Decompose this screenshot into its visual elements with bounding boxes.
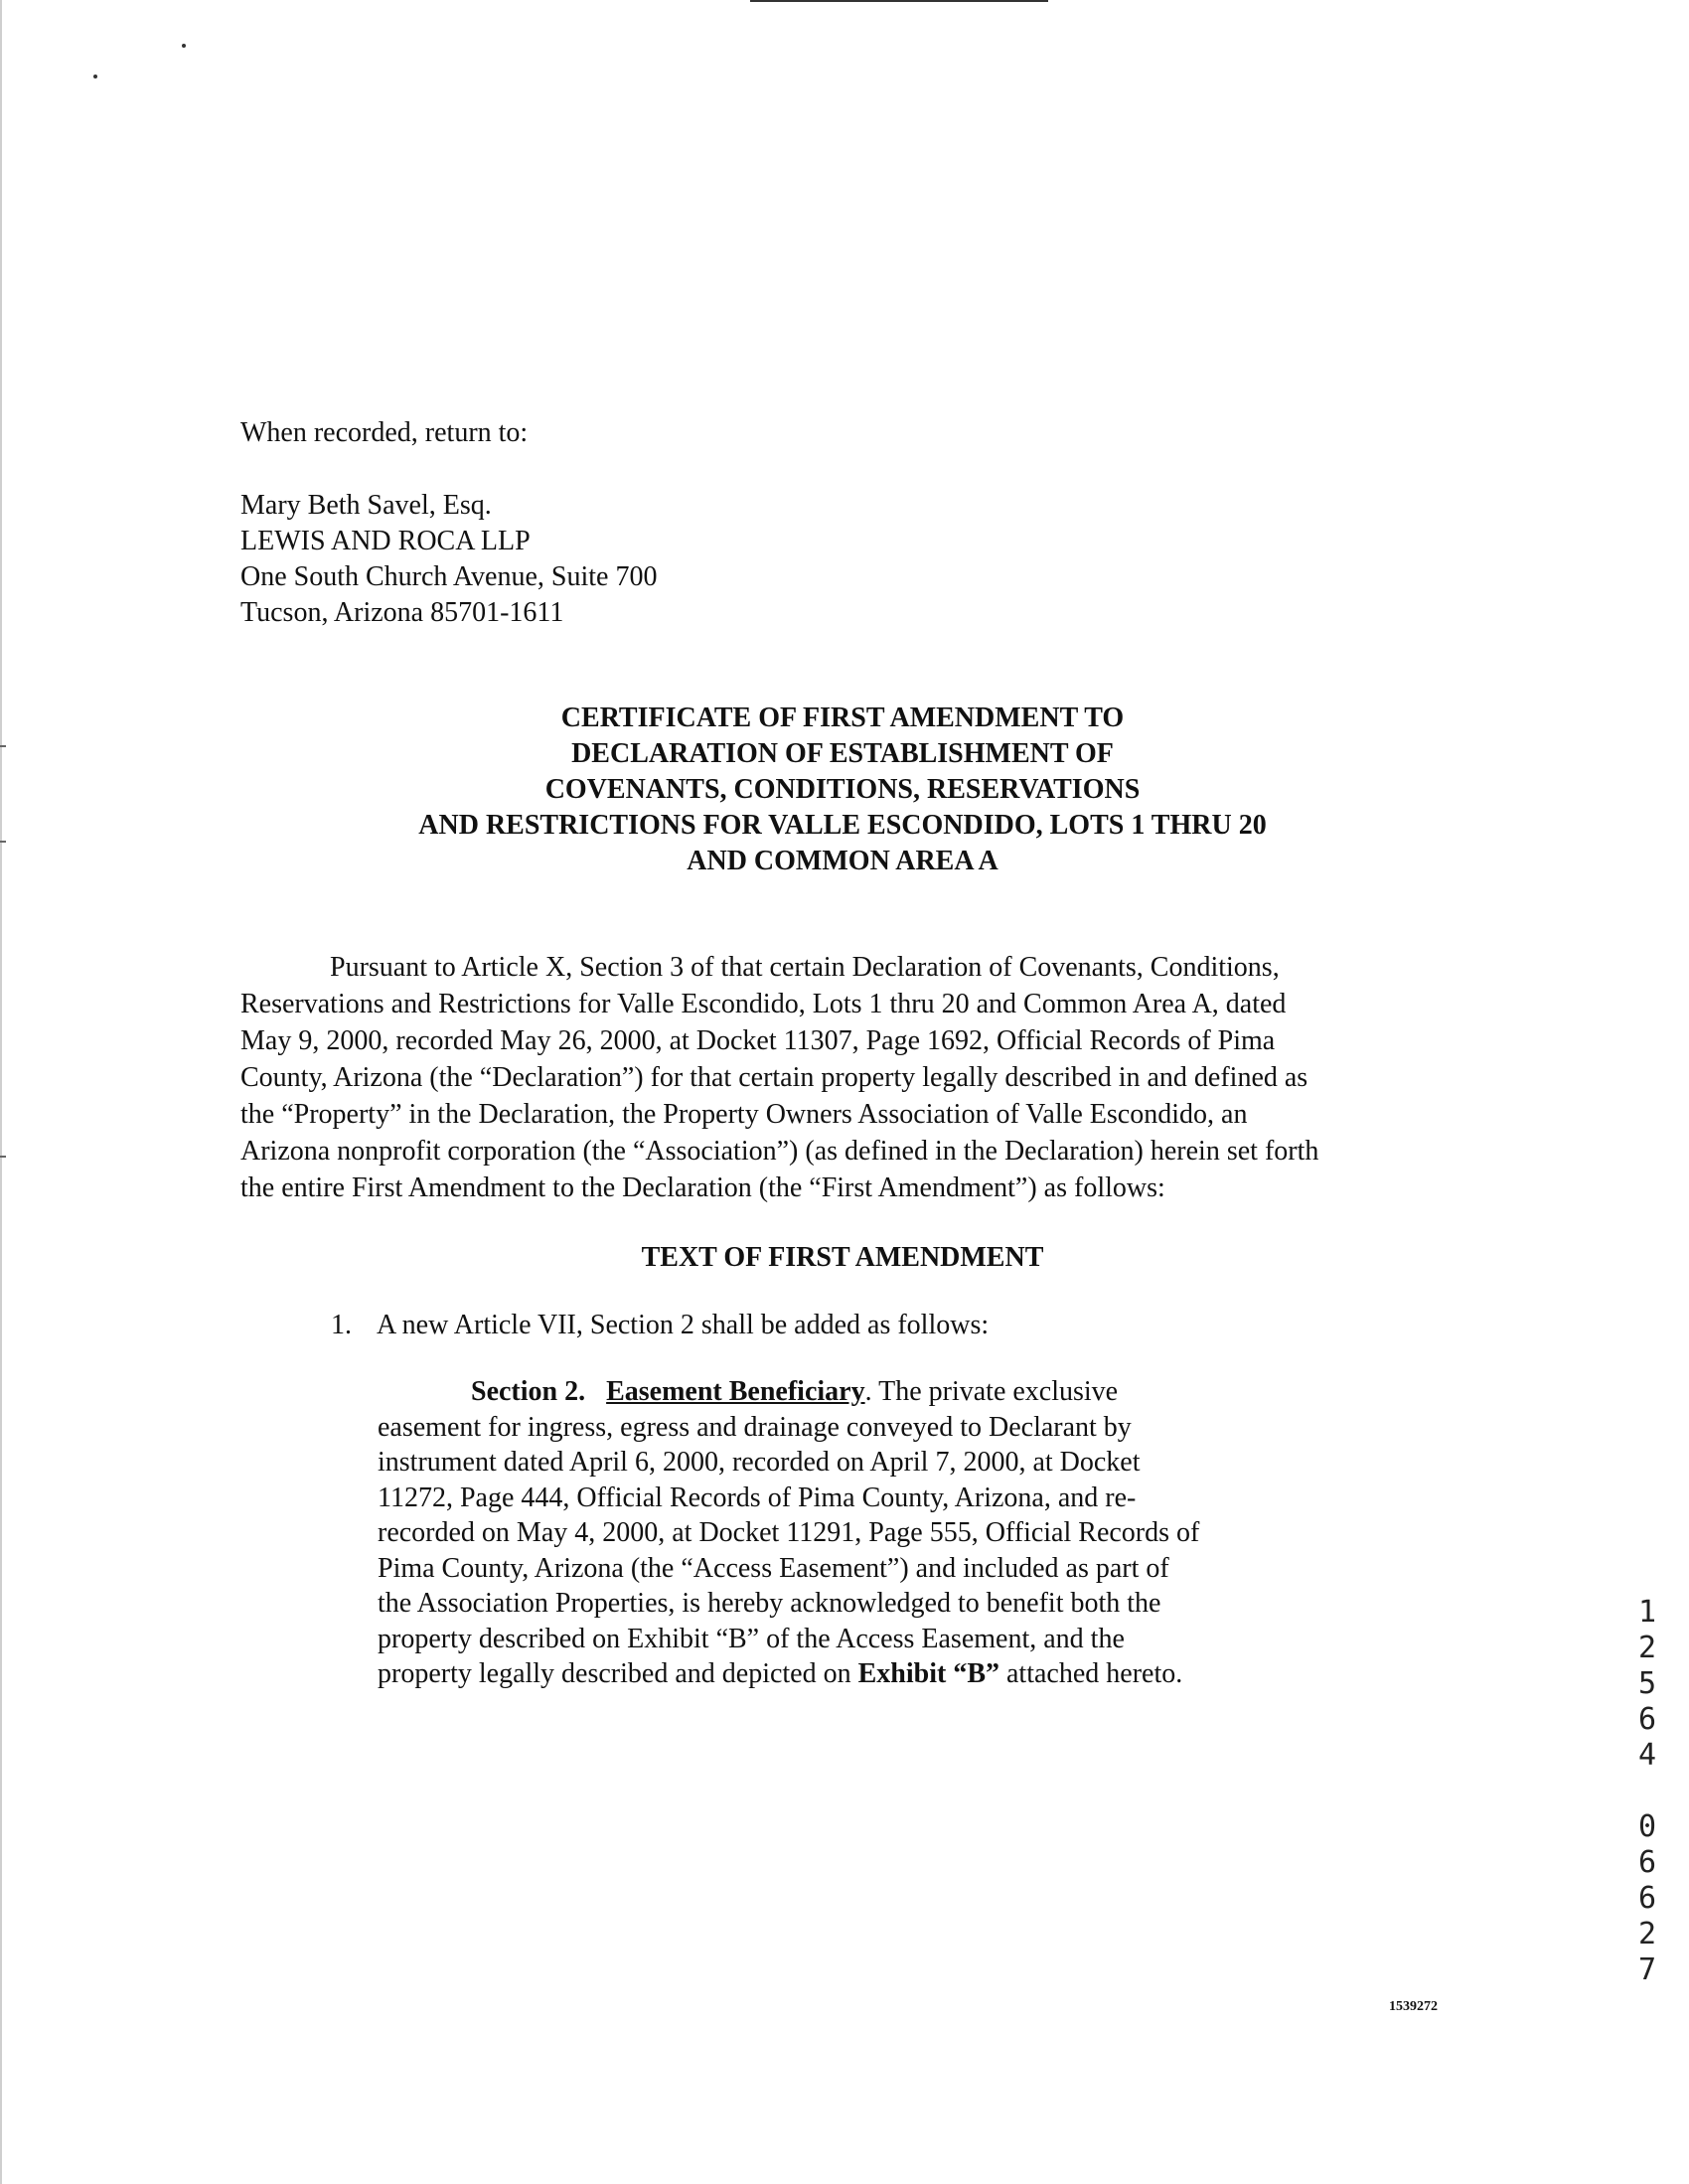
return-to-heading: When recorded, return to: — [240, 417, 529, 448]
stamp-digit: 2 — [1637, 1631, 1657, 1665]
section-line: instrument dated April 6, 2000, recorded on April 7, 2000, at Docket — [378, 1447, 1141, 1478]
stamp-gap — [1627, 1774, 1667, 1809]
title-line: COVENANTS, CONDITIONS, RESERVATIONS — [544, 774, 1141, 805]
paragraph-line: Reservations and Restrictions for Valle Escondido, Lots 1 thru 20 and Common Area A, dated — [240, 989, 1287, 1019]
exhibit-reference: Exhibit “B” — [857, 1658, 999, 1689]
return-address — [240, 488, 657, 631]
paragraph-line: May 9, 2000, recorded May 26, 2000, at Docket 11307, Page 1692, Official Records of Pima — [240, 1025, 1276, 1056]
stamp-digit: 5 — [1637, 1666, 1657, 1701]
title-line: CERTIFICATE OF FIRST AMENDMENT TO — [560, 702, 1125, 733]
stamp-digit: 0 — [1637, 1809, 1657, 1844]
section-line: 11272, Page 444, Official Records of Pima County, Arizona, and re- — [378, 1482, 1137, 1513]
document-title — [240, 701, 1445, 879]
scan-tick — [0, 1156, 6, 1158]
scan-top-line — [750, 0, 1048, 2]
section-last-line-start: property legally described and depicted on — [378, 1658, 858, 1689]
stamp-digit: 6 — [1637, 1845, 1657, 1880]
scan-edge-line — [0, 0, 2, 2184]
title-line: AND RESTRICTIONS FOR VALLE ESCONDIDO, LOTS 1 THRU 20 — [418, 810, 1267, 841]
stamp-digit: 1 — [1637, 1595, 1657, 1630]
section-line: easement for ingress, egress and drainage conveyed to Declarant by — [378, 1411, 1132, 1443]
title-line: AND COMMON AREA A — [687, 846, 998, 876]
title-line: DECLARATION OF ESTABLISHMENT OF — [571, 738, 1114, 769]
paragraph-line: Pursuant to Article X, Section 3 of that certain Declaration of Covenants, Conditions, — [330, 952, 1280, 983]
item-number: 1. — [331, 1310, 352, 1340]
address-line: One South Church Avenue, Suite 700 — [240, 561, 658, 592]
stamp-digit: 6 — [1637, 1702, 1657, 1737]
section-label: Section 2. — [471, 1376, 586, 1407]
amendment-subheading: TEXT OF FIRST AMENDMENT — [641, 1242, 1044, 1273]
section-last-line — [378, 1656, 1331, 1692]
stamp-digit: 4 — [1637, 1738, 1657, 1773]
scan-tick — [0, 841, 6, 843]
address-line: Mary Beth Savel, Esq. — [240, 490, 492, 521]
amendment-item — [331, 1308, 989, 1343]
body-paragraph — [240, 949, 1453, 1206]
section-first-line-rest: . The private exclusive — [864, 1376, 1119, 1407]
scan-tick — [0, 745, 6, 747]
paragraph-line: the entire First Amendment to the Declaration (the “First Amendment”) as follows: — [240, 1172, 1165, 1203]
document-number: 1539272 — [1389, 1999, 1438, 2014]
section-line: property described on Exhibit “B” of the Access Easement, and the — [378, 1623, 1125, 1654]
recording-stamp — [1627, 1595, 1667, 1988]
section-last-line-end: attached hereto. — [999, 1658, 1183, 1689]
section-first-line — [378, 1374, 1331, 1410]
paragraph-line: County, Arizona (the “Declaration”) for that certain property legally described in and defined as — [240, 1062, 1308, 1093]
section-heading: Easement Beneficiary — [606, 1376, 865, 1407]
section-line: recorded on May 4, 2000, at Docket 11291, Page 555, Official Records of — [378, 1517, 1200, 1548]
scan-speck — [93, 75, 97, 78]
section-line: the Association Properties, is hereby acknowledged to benefit both the — [378, 1588, 1161, 1619]
scan-speck — [182, 44, 186, 48]
stamp-digit: 2 — [1637, 1917, 1657, 1951]
address-line: LEWIS AND ROCA LLP — [240, 526, 531, 556]
paragraph-line: the “Property” in the Declaration, the Property Owners Association of Valle Escondido, an — [240, 1099, 1248, 1130]
address-line: Tucson, Arizona 85701-1611 — [240, 597, 564, 628]
section-line: Pima County, Arizona (the “Access Easement”) and included as part of — [378, 1552, 1169, 1584]
paragraph-line: Arizona nonprofit corporation (the “Association”) (as defined in the Declaration) herein set forth — [240, 1136, 1319, 1167]
section-text — [378, 1374, 1331, 1692]
item-text: A new Article VII, Section 2 shall be added as follows: — [377, 1310, 990, 1340]
stamp-digit: 7 — [1637, 1952, 1657, 1987]
stamp-digit: 6 — [1637, 1881, 1657, 1916]
